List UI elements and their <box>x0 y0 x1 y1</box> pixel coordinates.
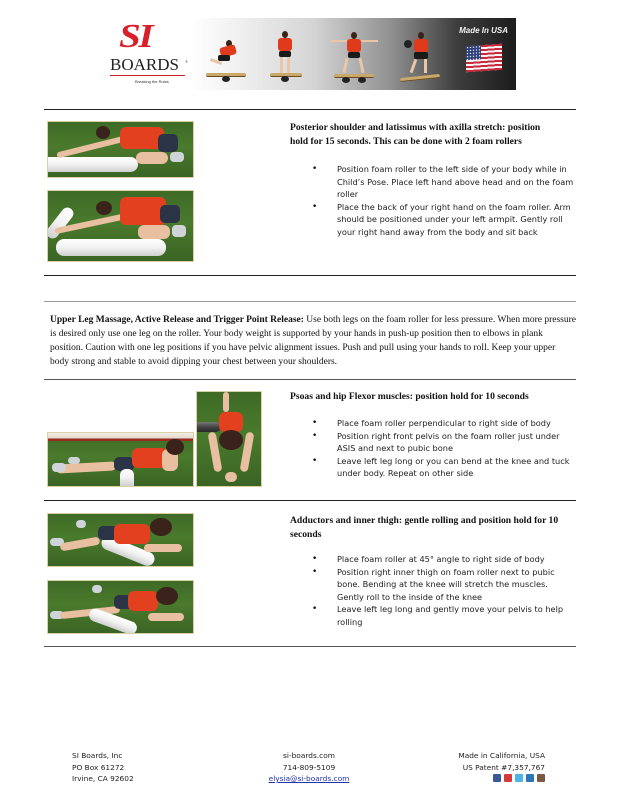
list-item: • Position foam roller to the left side of your body while in Child’s Pose. Place left hand above head and on the foam roller <box>312 163 574 201</box>
divider-section-2-start <box>44 301 576 302</box>
upper-leg-body: Use both legs on the foam roller for less pressure. When more pressure is desired only use one leg on the roller. Your body weight is supported by your hands in push-up position then to elbows in plank position. Caution with one leg positions if you have pelvic alignment issues. Push and pull using your hands to roll. Keep your upper body strong and stable to avoid dipping your chest between your shoulders. <box>50 315 577 367</box>
list-item: • Position right front pelvis on the foam roller just under ASIS and next to pubic bone <box>312 430 574 455</box>
section-4-heading: Adductors and inner thigh: gentle rolling and position hold for 10 seconds <box>290 515 559 540</box>
adductor-roll-photo-1 <box>47 513 194 567</box>
footer-contact <box>259 750 359 785</box>
header-banner <box>107 18 516 90</box>
psoas-side-view-photo <box>47 432 194 487</box>
section-3-heading: Psoas and hip Flexor muscles: position hold for 10 seconds <box>290 391 529 402</box>
company-name: SI Boards, Inc <box>72 751 123 760</box>
divider-top <box>44 109 576 110</box>
divider-section-1-end <box>44 275 576 276</box>
registered-mark: ® <box>185 59 189 64</box>
facebook-icon[interactable] <box>493 774 501 782</box>
divider-section-4-end <box>44 646 576 647</box>
made-in-usa-label: Made In USA <box>459 26 508 35</box>
patent-text: US Patent #7,357,767 <box>462 762 545 772</box>
youtube-icon[interactable] <box>504 774 512 782</box>
footer-address <box>72 750 134 785</box>
list-item: • Leave left leg long or you can bend at the knee and tuck under body. Repeat on other side <box>312 455 574 480</box>
upper-leg-heading: Upper Leg Massage, Active Release and Trigger Point Release: <box>50 315 304 325</box>
psoas-top-view-photo <box>196 391 262 487</box>
twitter-icon[interactable] <box>515 774 523 782</box>
upper-leg-massage-paragraph <box>50 313 576 369</box>
us-flag-icon <box>466 44 502 73</box>
si-boards-logo <box>107 18 190 90</box>
banner-photo-strip <box>190 18 516 90</box>
footer-origin <box>440 750 545 786</box>
city-state-zip: Irvine, CA 92602 <box>72 774 134 783</box>
logo-si-text: SI <box>119 18 152 55</box>
list-item: • Leave left leg long and gently move your pelvis to help rolling <box>312 603 574 628</box>
section-3-bullets <box>312 417 574 480</box>
instagram-icon[interactable] <box>537 774 545 782</box>
email-link[interactable]: elysia@si-boards.com <box>268 774 350 783</box>
logo-tagline: Breaking the Rules <box>135 79 169 84</box>
section-4-bullets <box>312 553 574 629</box>
athlete-figure-3 <box>324 18 384 90</box>
athlete-figure-4 <box>396 18 446 90</box>
po-box: PO Box 61272 <box>72 762 125 772</box>
logo-boards-text: BOARDS <box>110 55 179 74</box>
divider-section-3-end <box>44 500 576 501</box>
social-icons <box>493 774 545 782</box>
athlete-figure-2 <box>268 18 308 90</box>
list-item: • Place foam roller at 45° angle to right side of body <box>312 553 574 566</box>
child-pose-two-rollers-photo <box>47 190 194 262</box>
website-text: si-boards.com <box>283 751 335 760</box>
section-1-heading: Posterior shoulder and latissimus with axilla stretch: position hold for 15 seconds. This can be done with 2 foam rollers <box>290 122 541 147</box>
athlete-figure-1 <box>204 18 254 90</box>
list-item: • Place foam roller perpendicular to right side of body <box>312 417 574 430</box>
child-pose-single-roller-photo <box>47 121 194 178</box>
section-1-bullets <box>312 163 574 239</box>
list-item: • Place the back of your right hand on the foam roller. Arm should be positioned under your left armpit. Gently roll your right hand away from the body and sit back <box>312 201 574 239</box>
divider-section-2-end <box>44 379 576 380</box>
logo-underline <box>110 75 185 76</box>
made-in-california-text: Made in California, USA <box>458 751 545 760</box>
list-item: • Position right inner thigh on foam roller next to pubic bone. Bending at the knee will stretch the muscles. Gently roll to the inside of the knee <box>312 566 574 604</box>
linkedin-icon[interactable] <box>526 774 534 782</box>
adductor-roll-photo-2 <box>47 580 194 634</box>
phone-text: 714-809-5109 <box>282 762 336 772</box>
